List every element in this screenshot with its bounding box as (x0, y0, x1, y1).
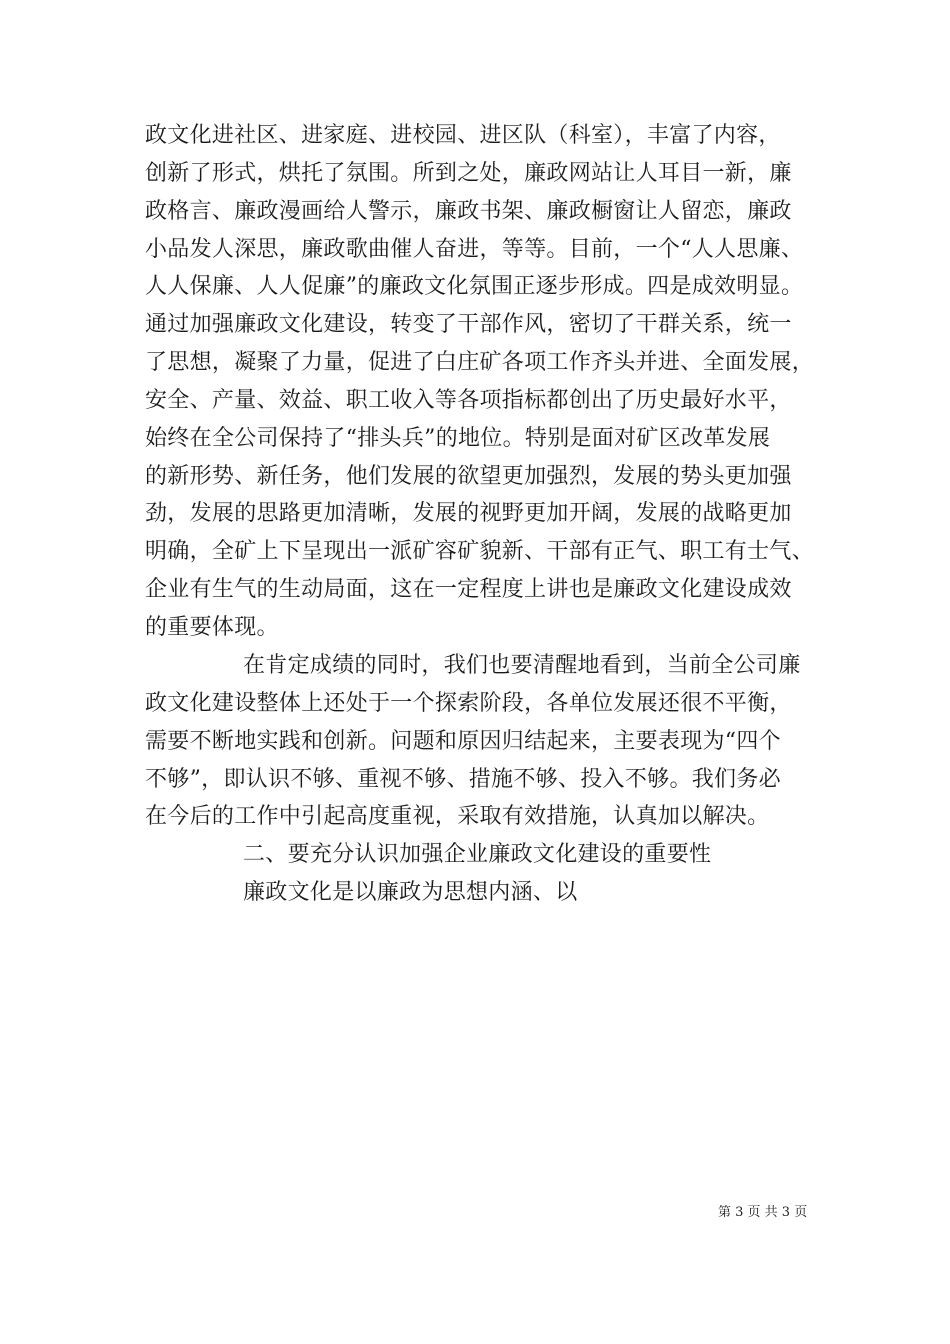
paragraph-line: 在肯定成绩的同时，我们也要清醒地看到，当前全公司廉 (243, 653, 801, 678)
paragraph-line: 小品发人深思，廉政歌曲催人奋进，等等。目前，一个“人人思廉、 (145, 237, 804, 262)
paragraph-line: 明确，全矿上下呈现出一派矿容矿貌新、干部有正气、职工有士气、 (145, 539, 815, 564)
section-heading: 二、要充分认识加强企业廉政文化建设的重要性 (243, 842, 712, 867)
paragraph-line: 在今后的工作中引起高度重视，采取有效措施，认真加以解决。 (145, 804, 770, 829)
paragraph-line: 的重要体现。 (145, 615, 279, 640)
paragraph-line: 政文化建设整体上还处于一个探索阶段，各单位发展还很不平衡， (145, 691, 792, 716)
paragraph-line: 人人保廉、人人促廉”的廉政文化氛围正逐步形成。四是成效明显。 (145, 274, 804, 299)
paragraph-line: 通过加强廉政文化建设，转变了干部作风，密切了干群关系，统一 (145, 312, 792, 337)
paragraph-line: 劲，发展的思路更加清晰，发展的视野更加开阔，发展的战略更加 (145, 501, 792, 526)
paragraph-line: 安全、产量、效益、职工收入等各项指标都创出了历史最好水平， (145, 388, 792, 413)
paragraph-line: 政文化进社区、进家庭、进校园、进区队（科室），丰富了内容， (145, 123, 781, 148)
paragraph-line: 的新形势、新任务，他们发展的欲望更加强烈，发展的势头更加强 (145, 464, 792, 489)
paragraph-line: 企业有生气的生动局面，这在一定程度上讲也是廉政文化建设成效 (145, 577, 792, 602)
paragraph-line: 始终在全公司保持了“排头兵”的地位。特别是面对矿区改革发展 (145, 426, 771, 451)
page-number: 第 3 页 共 3 页 (718, 1205, 808, 1220)
paragraph-line: 不够”，即认识不够、重视不够、措施不够、投入不够。我们务必 (145, 767, 781, 792)
paragraph-line: 创新了形式，烘托了氛围。所到之处，廉政网站让人耳目一新，廉 (145, 161, 792, 186)
paragraph-line: 廉政文化是以廉政为思想内涵、以 (243, 880, 578, 905)
paragraph-line: 需要不断地实践和创新。问题和原因归结起来，主要表现为“四个 (145, 729, 781, 754)
paragraph-line: 政格言、廉政漫画给人警示，廉政书架、廉政橱窗让人留恋，廉政 (145, 199, 792, 224)
paragraph-line: 了思想，凝聚了力量，促进了白庄矿各项工作齐头并进、全面发展， (145, 350, 815, 375)
